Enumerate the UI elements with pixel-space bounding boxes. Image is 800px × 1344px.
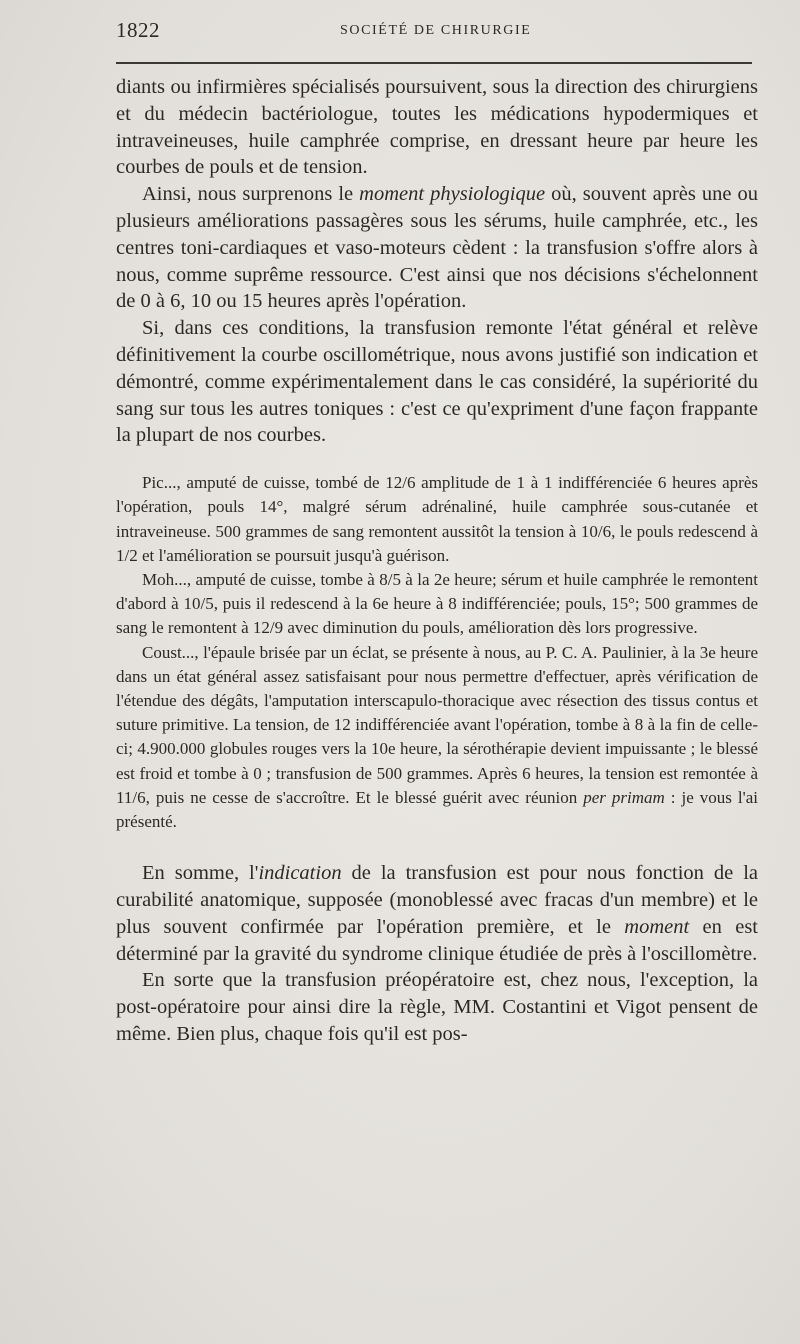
text-run: de la transfusion est pour nous fonction de la curabilité anatomique, supposée (monoblessé avec fracas d'un membre) et le plus souvent confirmée par l'opération première, et le (116, 862, 758, 938)
paragraph-p7 (116, 860, 758, 967)
italic-text: per primam (583, 787, 665, 807)
text-run: : je vous l'ai présenté. (116, 787, 758, 831)
paragraph-p6 (116, 641, 758, 835)
page-number: 1822 (116, 18, 160, 42)
italic-text: moment physiologique (359, 183, 546, 206)
paragraph-p8 (116, 967, 758, 1047)
header-rule (116, 62, 752, 64)
paragraph-p1 (116, 74, 758, 181)
body-text (116, 74, 758, 1048)
text-run: En sorte que la transfusion préopératoire est, chez nous, l'exception, la post-opératoire pour ainsi dire la règle, MM. Costantini et Vigot pensent de même. Bien plus, chaque fois qu'il est pos- (116, 969, 758, 1045)
text-run: Coust..., l'épaule brisée par un éclat, se présente à nous, au P. C. A. Paulinier, à la 3e heure dans un état général assez satisfaisant pour nous permettre d'effectuer, après vérification de l'étendue des dégâts, l'amputation interscapulo-thoracique avec résection des tissus contus et suture primitive. La tension, de 12 indifférenciée avant l'opération, tombe à 8 à la fin de celle-ci; 4.900.000 globules rouges vers la 10e heure, la sérothérapie devient impuissante ; le blessé est froid et tombe à 0 ; transfusion de 500 grammes. Après 6 heures, la tension est remontée à 11/6, puis ne cesse de s'accroître. Et le blessé guérit avec réunion (116, 642, 758, 807)
paragraph-p4 (116, 471, 758, 568)
paragraph-p3 (116, 315, 758, 449)
running-head: SOCIÉTÉ DE CHIRURGIE (340, 23, 532, 38)
text-run: Pic..., amputé de cuisse, tombé de 12/6 amplitude de 1 à 1 indifférenciée 6 heures après l'opération, pouls 14°, malgré sérum adrénaliné, huile camphrée sous-cutanée et intraveineuse. 500 grammes de sang remontent aussitôt la tension à 10/6, le pouls redescend à 1/2 et l'amélioration se poursuit jusqu'à guérison. (116, 473, 758, 565)
text-run: en est déterminé par la gravité du syndrome clinique étudiée de près à l'oscillomètre. (116, 915, 759, 965)
text-run: Ainsi, nous surprenons le (142, 183, 360, 206)
italic-text: indication (258, 862, 342, 885)
text-run: Si, dans ces conditions, la transfusion remonte l'état général et relève définitivement la courbe oscillométrique, nous avons justifié son indication et démontré, comme expérimentalement dans le cas considéré, la supériorité du sang sur tous les autres toniques : c'est ce qu'expriment d'une façon frappante la plupart de nos courbes. (116, 317, 758, 447)
text-run: où, souvent après une ou plusieurs améliorations passagères sous les sérums, huile camphrée, etc., les centres toni-cardiaques et vaso-moteurs cèdent : la transfusion s'offre alors à nous, comme suprême ressource. C'est ainsi que nos décisions s'échelonnent de 0 à 6, 10 ou 15 heures après l'opération. (116, 183, 759, 313)
paragraph-p5 (116, 568, 758, 641)
paragraph-p2 (116, 181, 758, 315)
text-run: diants ou infirmières spécialisés poursuivent, sous la direction des chirurgiens et du médecin bactériologue, toutes les médications hypodermiques et intraveineuses, huile camphrée comprise, en dressant heure par heure les courbes de pouls et de tension. (116, 76, 758, 179)
italic-text: moment (624, 915, 690, 938)
page-header (116, 12, 758, 50)
text-run: Moh..., amputé de cuisse, tombe à 8/5 à la 2e heure; sérum et huile camphrée le remontent d'abord à 10/5, puis il redescend à la 6e heure à 8 indifférenciée; pouls, 15°; 500 grammes de sang le remontent à 12/9 avec diminution du pouls, amélioration dès lors progressive. (116, 569, 758, 638)
text-run: En somme, l' (142, 862, 259, 885)
